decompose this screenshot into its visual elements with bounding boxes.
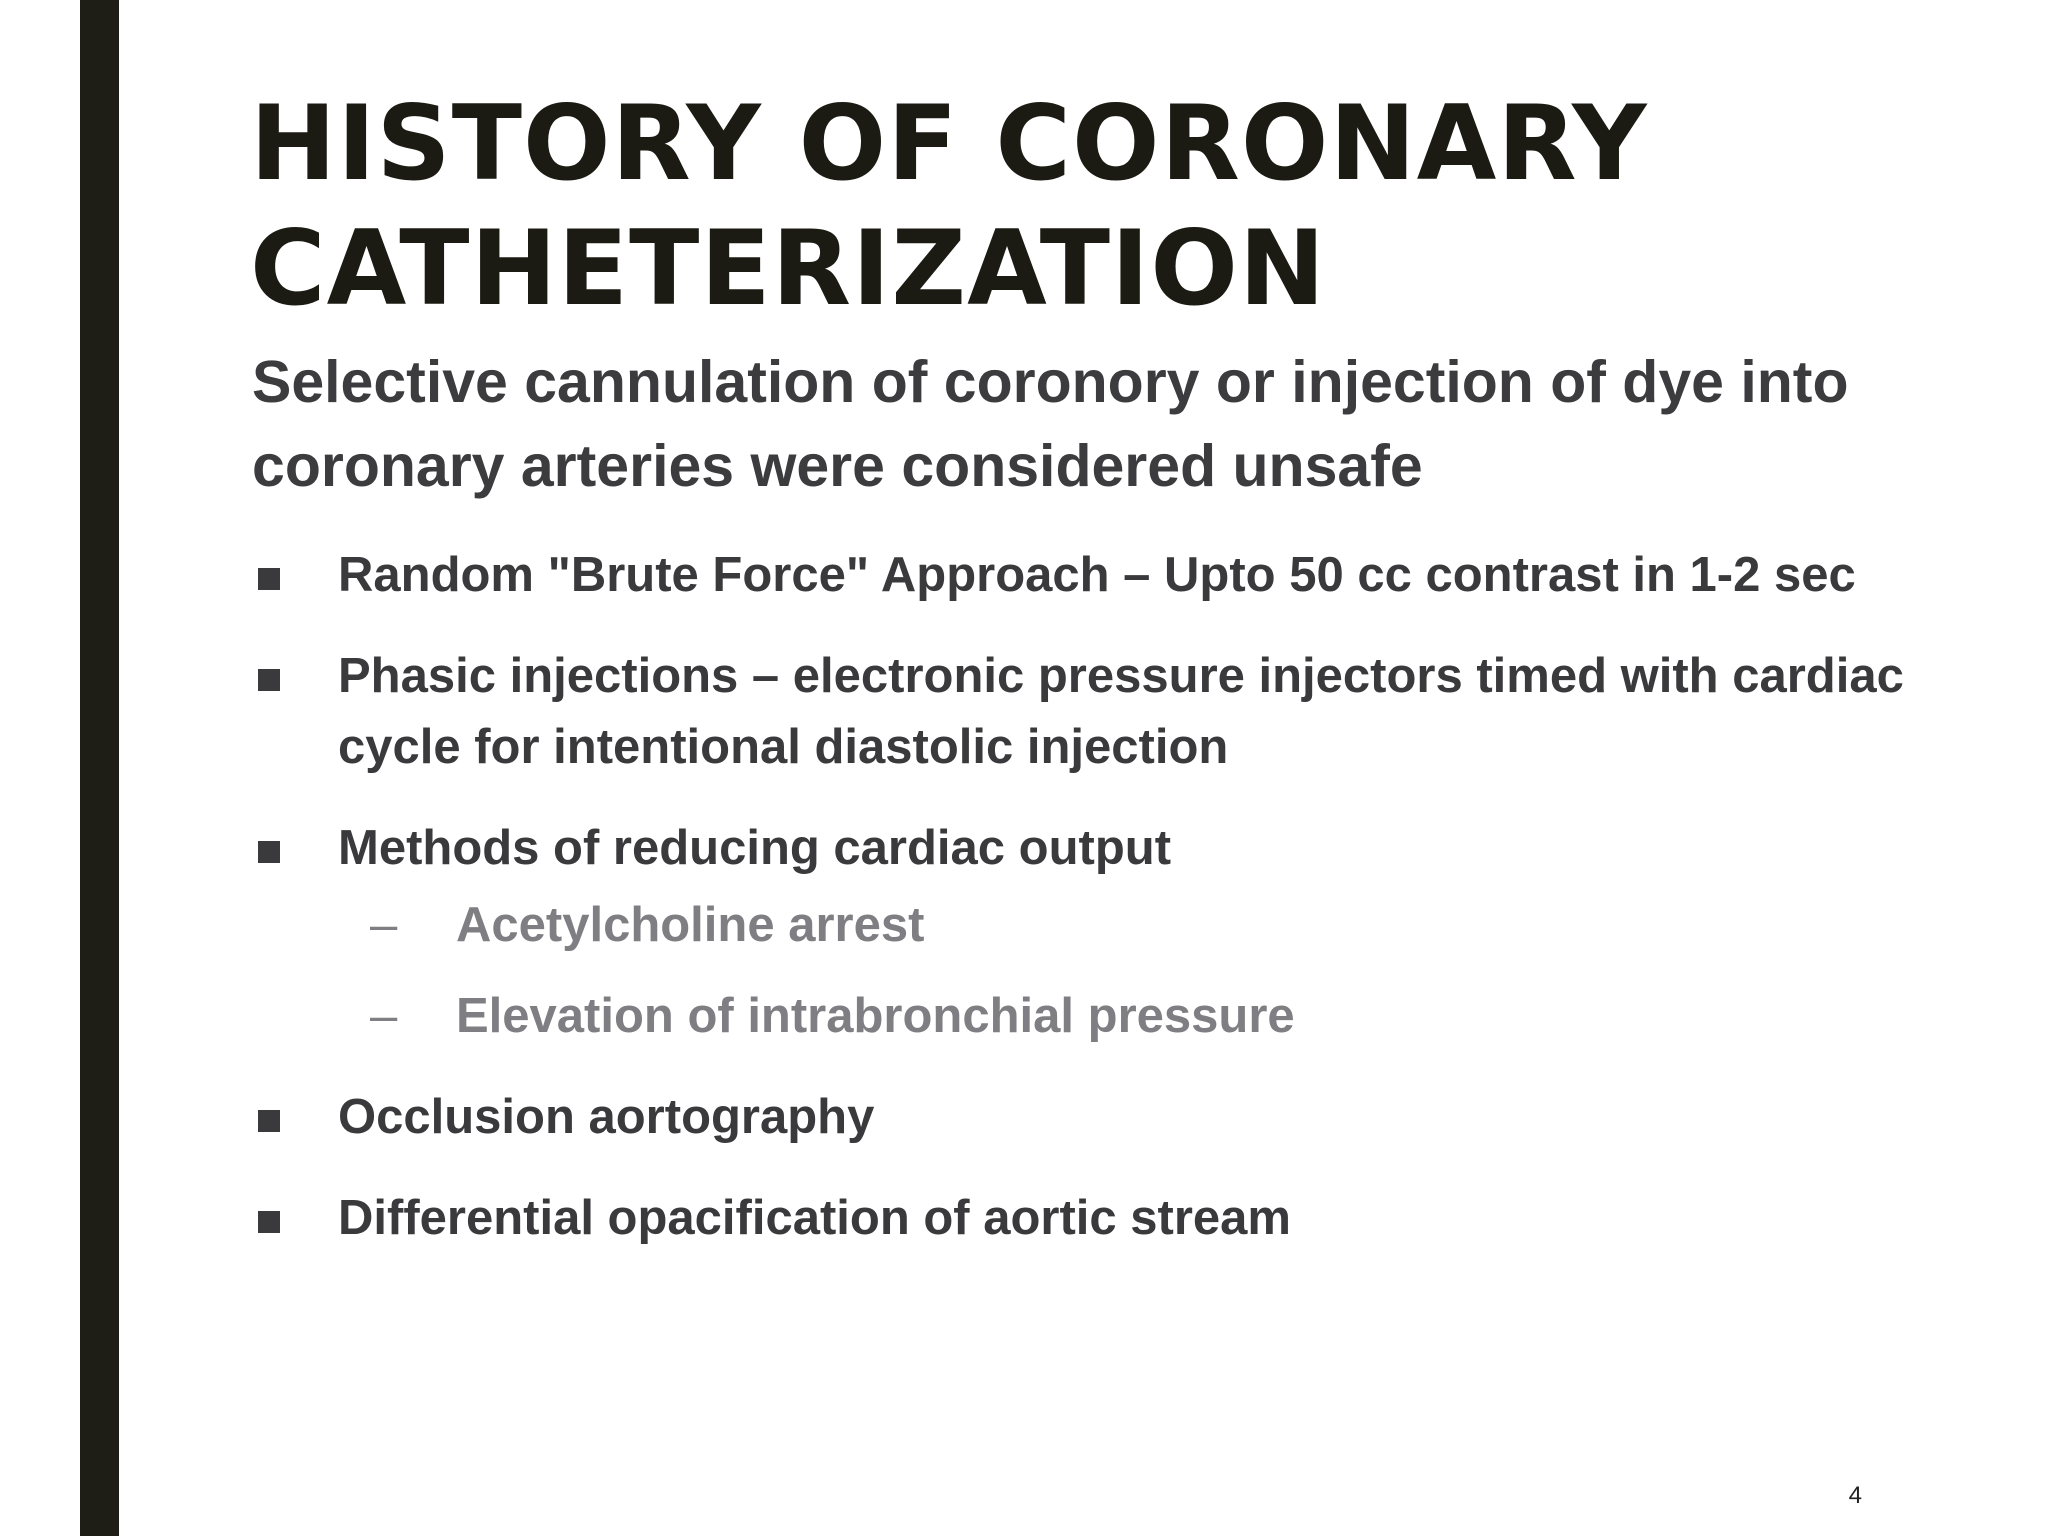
bullet-text: Occlusion aortography (338, 1090, 875, 1144)
sub-bullet-item (252, 890, 1952, 961)
dash-bullet-icon: – (370, 898, 398, 952)
square-bullet-icon (258, 841, 280, 863)
bullet-text: Methods of reducing cardiac output (338, 821, 1172, 875)
bullet-item (252, 540, 1952, 611)
page-number: 4 (1848, 1482, 1862, 1509)
square-bullet-icon (258, 669, 280, 691)
bullet-item (252, 641, 1952, 783)
sub-bullet-list (338, 890, 1952, 1052)
square-bullet-icon (258, 1110, 280, 1132)
sub-bullet-text: Acetylcholine arrest (456, 898, 925, 952)
bullet-text: Differential opacification of aortic stream (338, 1191, 1291, 1245)
bullet-list (252, 540, 1952, 1284)
square-bullet-icon (258, 568, 280, 590)
sub-bullet-item (252, 981, 1952, 1052)
bullet-item (252, 1082, 1952, 1153)
bullet-text: Phasic injections – electronic pressure injectors timed with cardiac cycle for intentional diastolic injection (338, 649, 1904, 774)
slide-title (250, 82, 1950, 332)
bullet-text: Random "Brute Force" Approach – Upto 50 cc contrast in 1-2 sec (338, 548, 1856, 602)
sub-bullet-text: Elevation of intrabronchial pressure (456, 989, 1295, 1043)
title-line-2: CATHETERIZATION (250, 209, 1327, 329)
bullet-item (252, 813, 1952, 1052)
dash-bullet-icon: – (370, 989, 398, 1043)
slide-subtitle: Selective cannulation of coronory or injection of dye into coronary arteries were considered unsafe (252, 349, 1849, 499)
left-accent-bar (80, 0, 119, 1536)
square-bullet-icon (258, 1211, 280, 1233)
title-line-1: HISTORY OF CORONARY (250, 84, 1648, 204)
bullet-item (252, 1183, 1952, 1254)
